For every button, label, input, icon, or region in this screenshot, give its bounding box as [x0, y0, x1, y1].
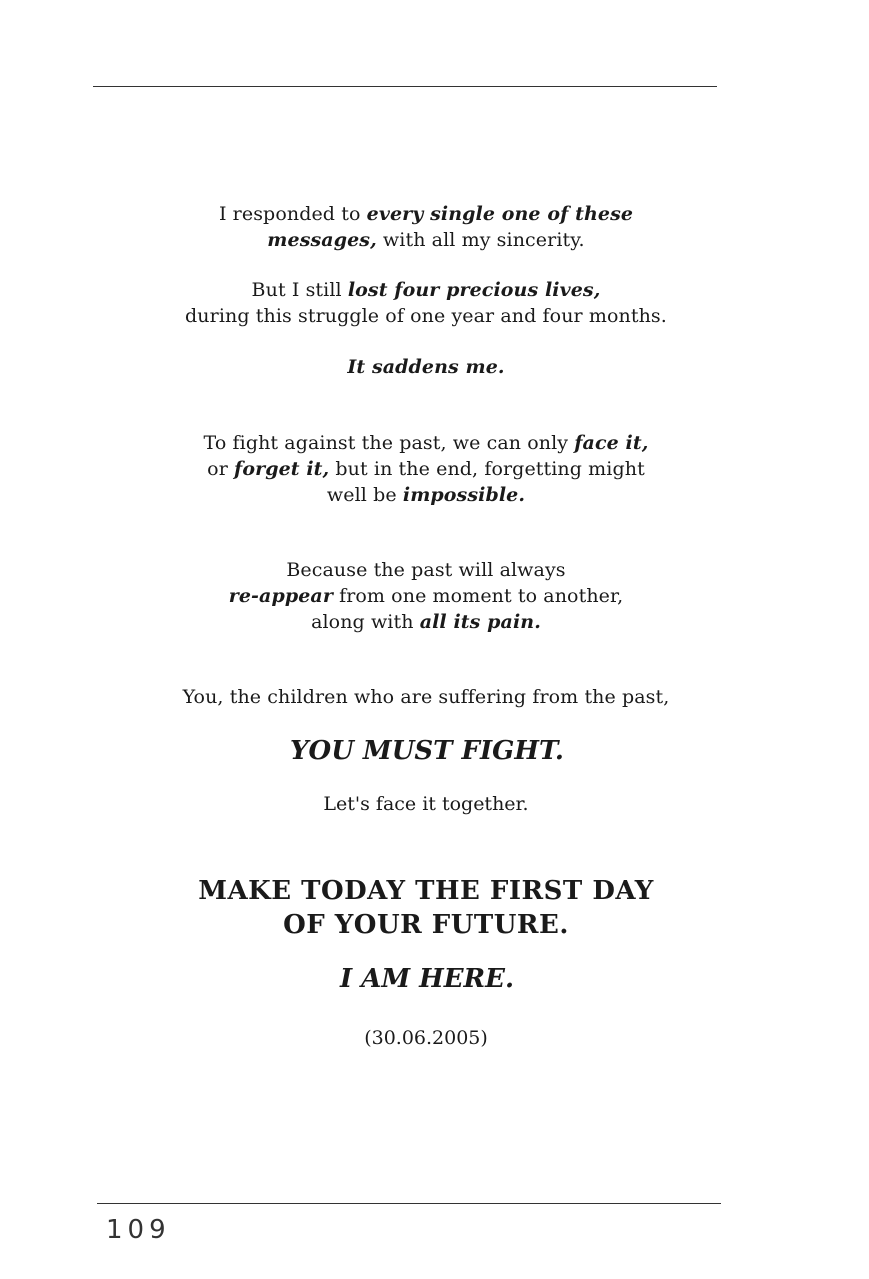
- paragraph-reappear: [0, 557, 852, 635]
- paragraph-saddens: [0, 354, 852, 380]
- plain-text: But I still: [251, 279, 348, 301]
- text-line: [0, 684, 852, 710]
- emphasis-text: lost four precious lives,: [347, 279, 601, 301]
- plain-text: You, the children who are suffering from the past,: [182, 686, 670, 708]
- text-line: [0, 583, 852, 609]
- bottom-rule: [97, 1203, 721, 1204]
- text-line: [0, 482, 852, 508]
- date-text: (30.06.2005): [364, 1027, 488, 1049]
- text-line: [0, 557, 852, 583]
- paragraph-lost-lives: [0, 277, 852, 329]
- text-line: [0, 277, 852, 303]
- text-line: [0, 430, 852, 456]
- i-am-here-heading: I AM HERE.: [339, 964, 515, 994]
- plain-text: during this struggle of one year and four months.: [185, 305, 667, 327]
- page-number: 109: [106, 1215, 171, 1245]
- plain-text: well be: [326, 484, 403, 506]
- paragraph-messages: [0, 201, 852, 253]
- emphasis-text: all its pain.: [419, 611, 541, 633]
- emphasis-text: messages,: [267, 229, 377, 251]
- emphasis-text: It saddens me.: [347, 356, 505, 378]
- plain-text: along with: [311, 611, 420, 633]
- plain-text: with all my sincerity.: [376, 229, 585, 251]
- top-rule: [93, 86, 717, 87]
- plain-text: from one moment to another,: [332, 585, 624, 607]
- text-line: [0, 609, 852, 635]
- first-day-line-1: MAKE TODAY THE FIRST DAY: [198, 876, 654, 906]
- first-day-heading: [0, 874, 852, 942]
- paragraph-fight-past: [0, 430, 852, 508]
- emphasis-text: re-appear: [228, 585, 333, 607]
- text-line: [0, 201, 852, 227]
- first-day-line-2: OF YOUR FUTURE.: [283, 910, 569, 940]
- emphasis-text: impossible.: [402, 484, 526, 506]
- emphasis-text: face it,: [574, 432, 649, 454]
- text-line: [0, 354, 852, 380]
- face-together-text: Let's face it together.: [323, 793, 529, 815]
- emphasis-text: forget it,: [234, 458, 330, 480]
- plain-text: I responded to: [218, 203, 367, 225]
- paragraph-children: [0, 684, 852, 710]
- plain-text: To fight against the past, we can only: [203, 432, 575, 454]
- text-line: [0, 227, 852, 253]
- plain-text: or: [207, 458, 235, 480]
- emphasis-text: every single one of these: [366, 203, 634, 225]
- plain-text: Because the past will always: [286, 559, 566, 581]
- you-must-fight-heading: YOU MUST FIGHT.: [289, 736, 564, 766]
- text-line: [0, 303, 852, 329]
- text-line: [0, 456, 852, 482]
- plain-text: but in the end, forgetting might: [329, 458, 645, 480]
